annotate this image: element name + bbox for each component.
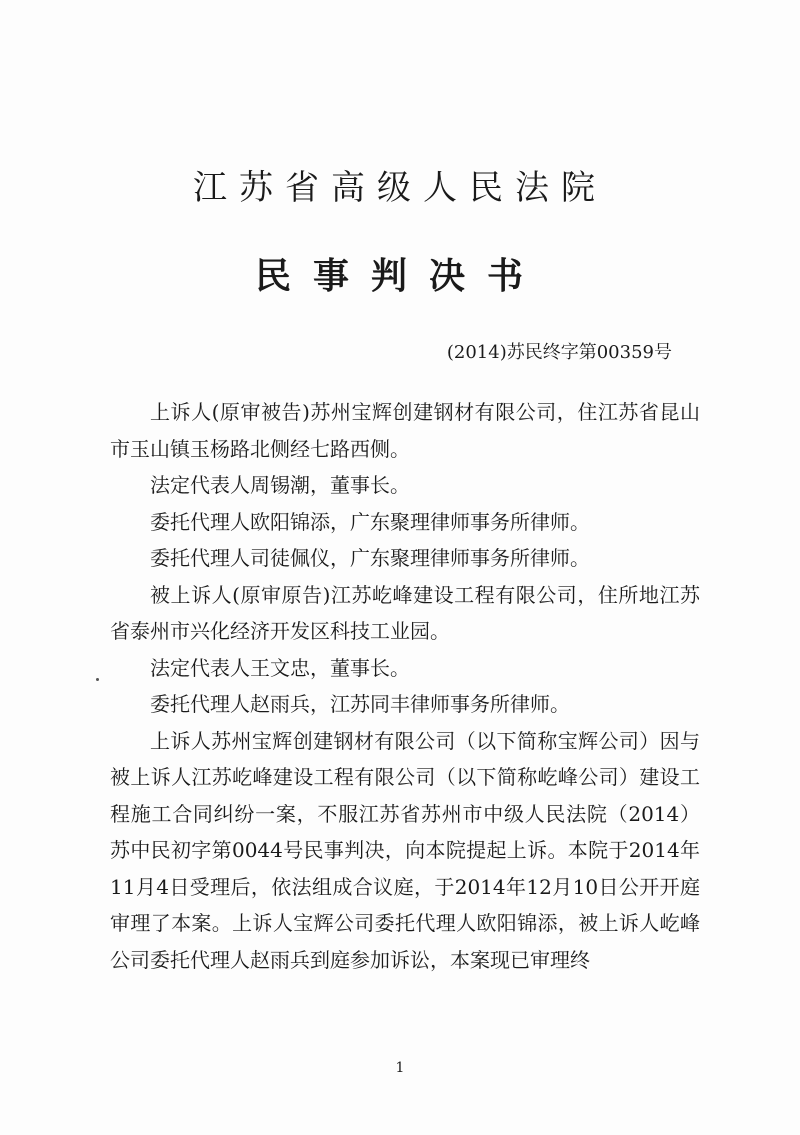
case-number: (2014)苏民终字第00359号 <box>446 342 672 363</box>
document-type-title: 民事判决书 <box>254 256 545 297</box>
appellant-agent-1: 委托代理人欧阳锦添，广东聚理律师事务所律师。 <box>150 509 590 534</box>
court-name: 江苏省高级人民法院 <box>193 168 607 208</box>
appellant-paragraph: 上诉人(原审被告)苏州宝辉创建钢材有限公司，住江苏省昆山市玉山镇玉杨路北侧经七路西侧。 <box>110 400 700 461</box>
appellee-paragraph: 被上诉人(原审原告)江苏屹峰建设工程有限公司，住所地江苏省泰州市兴化经济开发区科技工业园。 <box>110 582 700 643</box>
appellant-legal-rep: 法定代表人周锡潮，董事长。 <box>150 473 410 497</box>
page-number: 1 <box>395 1060 405 1076</box>
appellee-legal-rep: 法定代表人王文忠，董事长。 <box>150 655 410 680</box>
appellant-agent-2: 委托代理人司徒佩仪，广东聚理律师事务所律师。 <box>150 546 590 570</box>
scan-speck <box>96 678 99 681</box>
case-summary-paragraph: 上诉人苏州宝辉创建钢材有限公司（以下简称宝辉公司）因与被上诉人江苏屹峰建设工程有限公司（以下简称屹峰公司）建设工程施工合同纠纷一案，不服江苏省苏州市中级人民法院（2014）苏中民初字第0044号民事判决，向本院提起上诉。本院于2014年11月4日受理后，依法组成合议庭，于2014年12月10日公开开庭审理了本案。上诉人宝辉公司委托代理人欧阳锦添，被上诉人屹峰公司委托代理人赵雨兵到庭参加诉讼，本案现已审理终 <box>110 728 700 972</box>
judgment-body <box>110 394 700 978</box>
appellee-agent: 委托代理人赵雨兵，江苏同丰律师事务所律师。 <box>150 692 570 716</box>
